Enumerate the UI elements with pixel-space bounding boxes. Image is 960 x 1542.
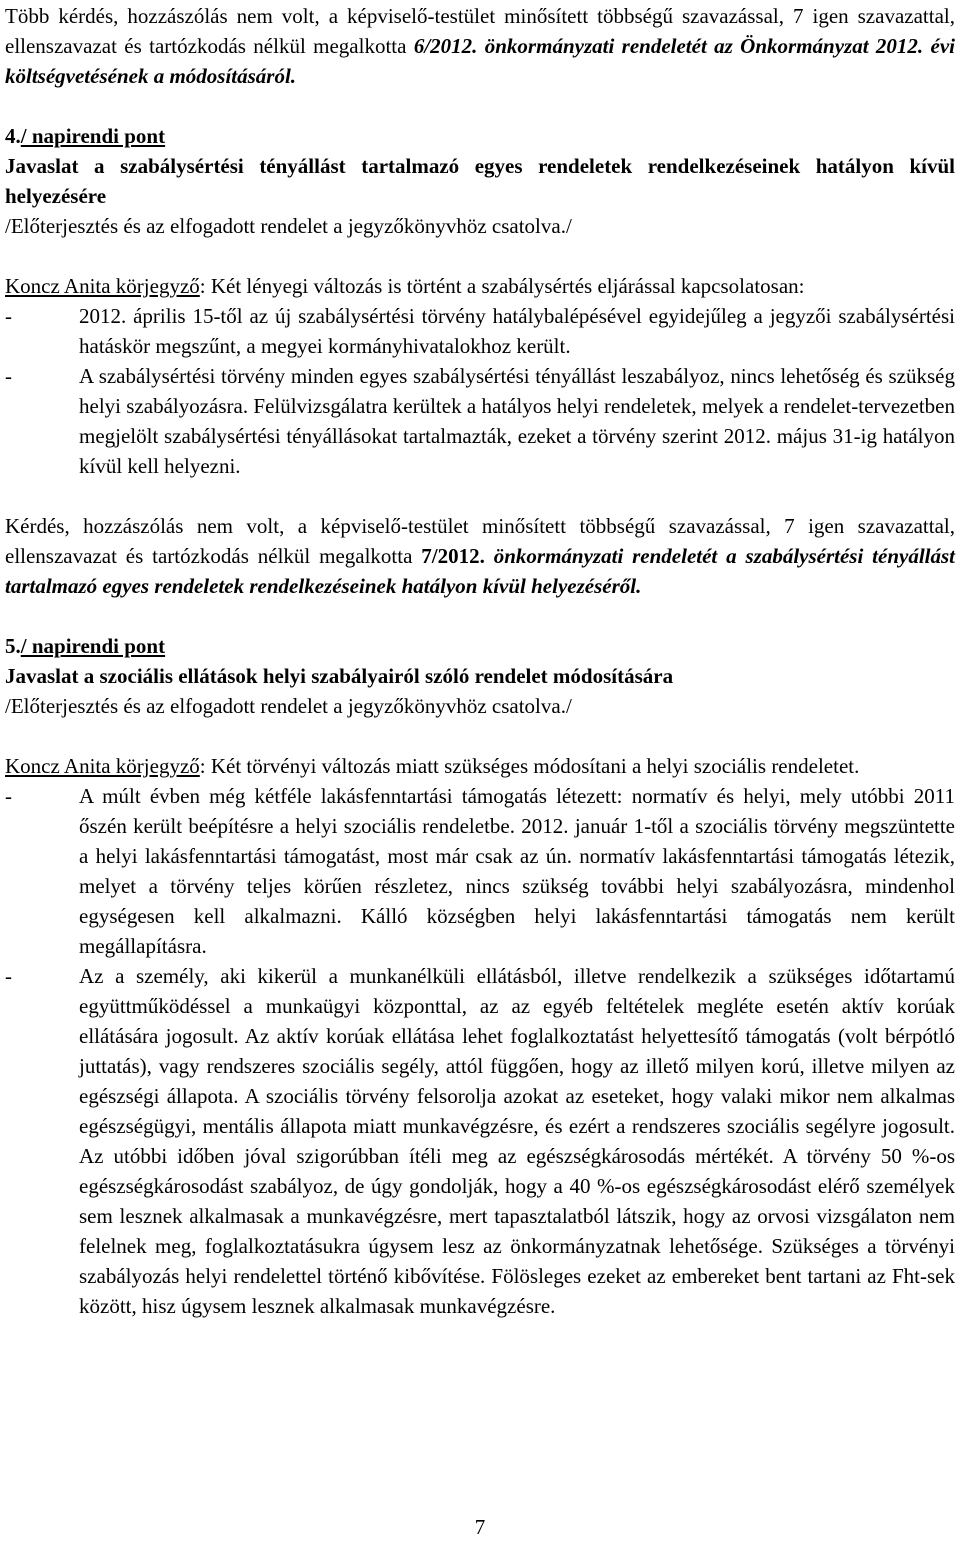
speaker-name: Koncz Anita körjegyző xyxy=(5,754,200,778)
decree-6-2012: 6/2012. önkormányzati rendeletét az Önkormányzat 2012. évi költségvetésének a módosításáról. xyxy=(5,34,955,88)
list-item xyxy=(5,361,955,481)
list-item-text: 2012. április 15-től az új szabálysértési törvény hatálybalépésével egyidejűleg a jegyzői szabálysértési hatáskör megszűnt, a megyei kormányhivatalokhoz került. xyxy=(79,304,955,358)
agenda-item-4-number: 4. xyxy=(5,124,21,148)
decree-7-2012-number: 7/2012. xyxy=(421,544,485,568)
agenda-item-4-heading xyxy=(5,121,955,151)
dash-marker: - xyxy=(5,964,12,988)
agenda-item-4-title: Javaslat a szabálysértési tényállást tartalmazó egyes rendeletek rendelkezéseinek hatályon kívül helyezésére xyxy=(5,154,955,208)
list-item xyxy=(5,781,955,961)
agenda-item-4-speech xyxy=(5,271,955,301)
agenda-item-5-number: 5. xyxy=(5,634,21,658)
agenda-item-4-attachment: /Előterjesztés és az elfogadott rendelet a jegyzőkönyvhöz csatolva./ xyxy=(5,214,572,238)
list-item-text: Az a személy, aki kikerül a munkanélküli ellátásból, illetve rendelkezik a szükséges időtartamú együttműködéssel a munkaügyi központtal, az az egyéb feltételek megléte esetén aktív korúak ellátására jogosult. Az aktív korúak ellátása lehet foglalkoztatást helyettesítő támogatás (volt bérpótló juttatás), vagy rendszeres szociális segély, attól függően, hogy az illető milyen korú, illetve milyen az egészségi állapota. A szociális törvény felsorolja azokat az eseteket, hogy valaki mikor nem alkalmas egészségügyi, mentális állapota miatt munkavégzésre, és ezért a rendszeres szociális segélyre jogosult. Az utóbbi időben jóval szigorúbban ítéli meg az egészségkárosodás mértékét. A törvény 50 %-os egészségkárosodást szabályoz, de úgy gondolják, hogy a 40 %-os egészségkárosodást elérő személyek sem lesznek alkalmasak a munkavégzésre, mert tapasztalatból látszik, hogy az orvosi vizsgálaton nem felelnek meg, foglalkoztatásukra úgysem lesz az önkormányzatnak lehetősége. Szükséges a törvényi szabályozás helyi rendelettel történő kibővítése. Fölösleges ezeket az embereket bent tartani az Fht-sek között, hisz úgysem lesznek alkalmasak munkavégzésre. xyxy=(79,964,955,1318)
vote-text: Kérdés, hozzászólás nem volt, a képviselő-testület minősített többségű szavazással, 7 igen szavazattal, ellenszavazat és tartózkodás nélkül megalkotta xyxy=(5,514,955,568)
dash-marker: - xyxy=(5,364,12,388)
agenda-item-4-bullet-list xyxy=(5,301,955,481)
list-item-text: A szabálysértési törvény minden egyes szabálysértési tényállást leszabályoz, nincs lehetőség és szükség helyi szabályozásra. Felülvizsgálatra kerültek a hatályos helyi rendeletek, melyek a rendelet-tervezetben megjelölt szabálysértési tényállásokat tartalmazták, ezeket a törvény szerint 2012. május 31-ig hatályon kívül kell helyezni. xyxy=(79,364,955,478)
decree-7-2012-title: önkormányzati rendeletét a szabálysértési tényállást tartalmazó egyes rendeletek rendelkezéseinek hatályon kívül helyezéséről. xyxy=(5,544,955,598)
list-item xyxy=(5,961,955,1321)
speech-text: : Két törvényi változás miatt szükséges módosítani a helyi szociális rendeletet. xyxy=(199,754,860,778)
vote-paragraph-6-2012 xyxy=(5,1,955,91)
list-item-text: A múlt évben még kétféle lakásfenntartási támogatás létezett: normatív és helyi, mely utóbbi 2011 őszén került beépítésre a helyi szociális rendeletbe. 2012. január 1-től a szociális törvény megszüntette a helyi lakásfenntartási támogatást, most már csak az ún. normatív lakásfenntartási támogatás létezik, melyet a törvény teljes körűen részletez, nincs szükség további helyi szabályozásra, mindenhol egységesen kell alkalmazni. Kálló községben helyi lakásfenntartási támogatás nem került megállapításra. xyxy=(79,784,955,958)
agenda-item-5-title: Javaslat a szociális ellátások helyi szabályairól szóló rendelet módosítására xyxy=(5,664,674,688)
agenda-item-4-label: / napirendi pont xyxy=(20,124,166,148)
agenda-item-5-heading xyxy=(5,631,955,661)
vote-text: Több kérdés, hozzászólás nem volt, a képviselő-testület minősített többségű szavazással, 7 igen szavazattal, ellenszavazat és tartózkodás nélkül megalkotta xyxy=(5,4,955,58)
speech-text: : Két lényegi változás is történt a szabálysértés eljárással kapcsolatosan: xyxy=(199,274,805,298)
agenda-item-5-attachment: /Előterjesztés és az elfogadott rendelet a jegyzőkönyvhöz csatolva./ xyxy=(5,694,572,718)
agenda-item-5-label: / napirendi pont xyxy=(20,634,166,658)
document-page xyxy=(5,1,955,1321)
vote-paragraph-7-2012 xyxy=(5,511,955,601)
speaker-name: Koncz Anita körjegyző xyxy=(5,274,200,298)
dash-marker: - xyxy=(5,304,12,328)
dash-marker: - xyxy=(5,784,12,808)
page-number: 7 xyxy=(474,1515,486,1539)
list-item xyxy=(5,301,955,361)
agenda-item-5-speech xyxy=(5,751,955,781)
agenda-item-5-bullet-list xyxy=(5,781,955,1321)
